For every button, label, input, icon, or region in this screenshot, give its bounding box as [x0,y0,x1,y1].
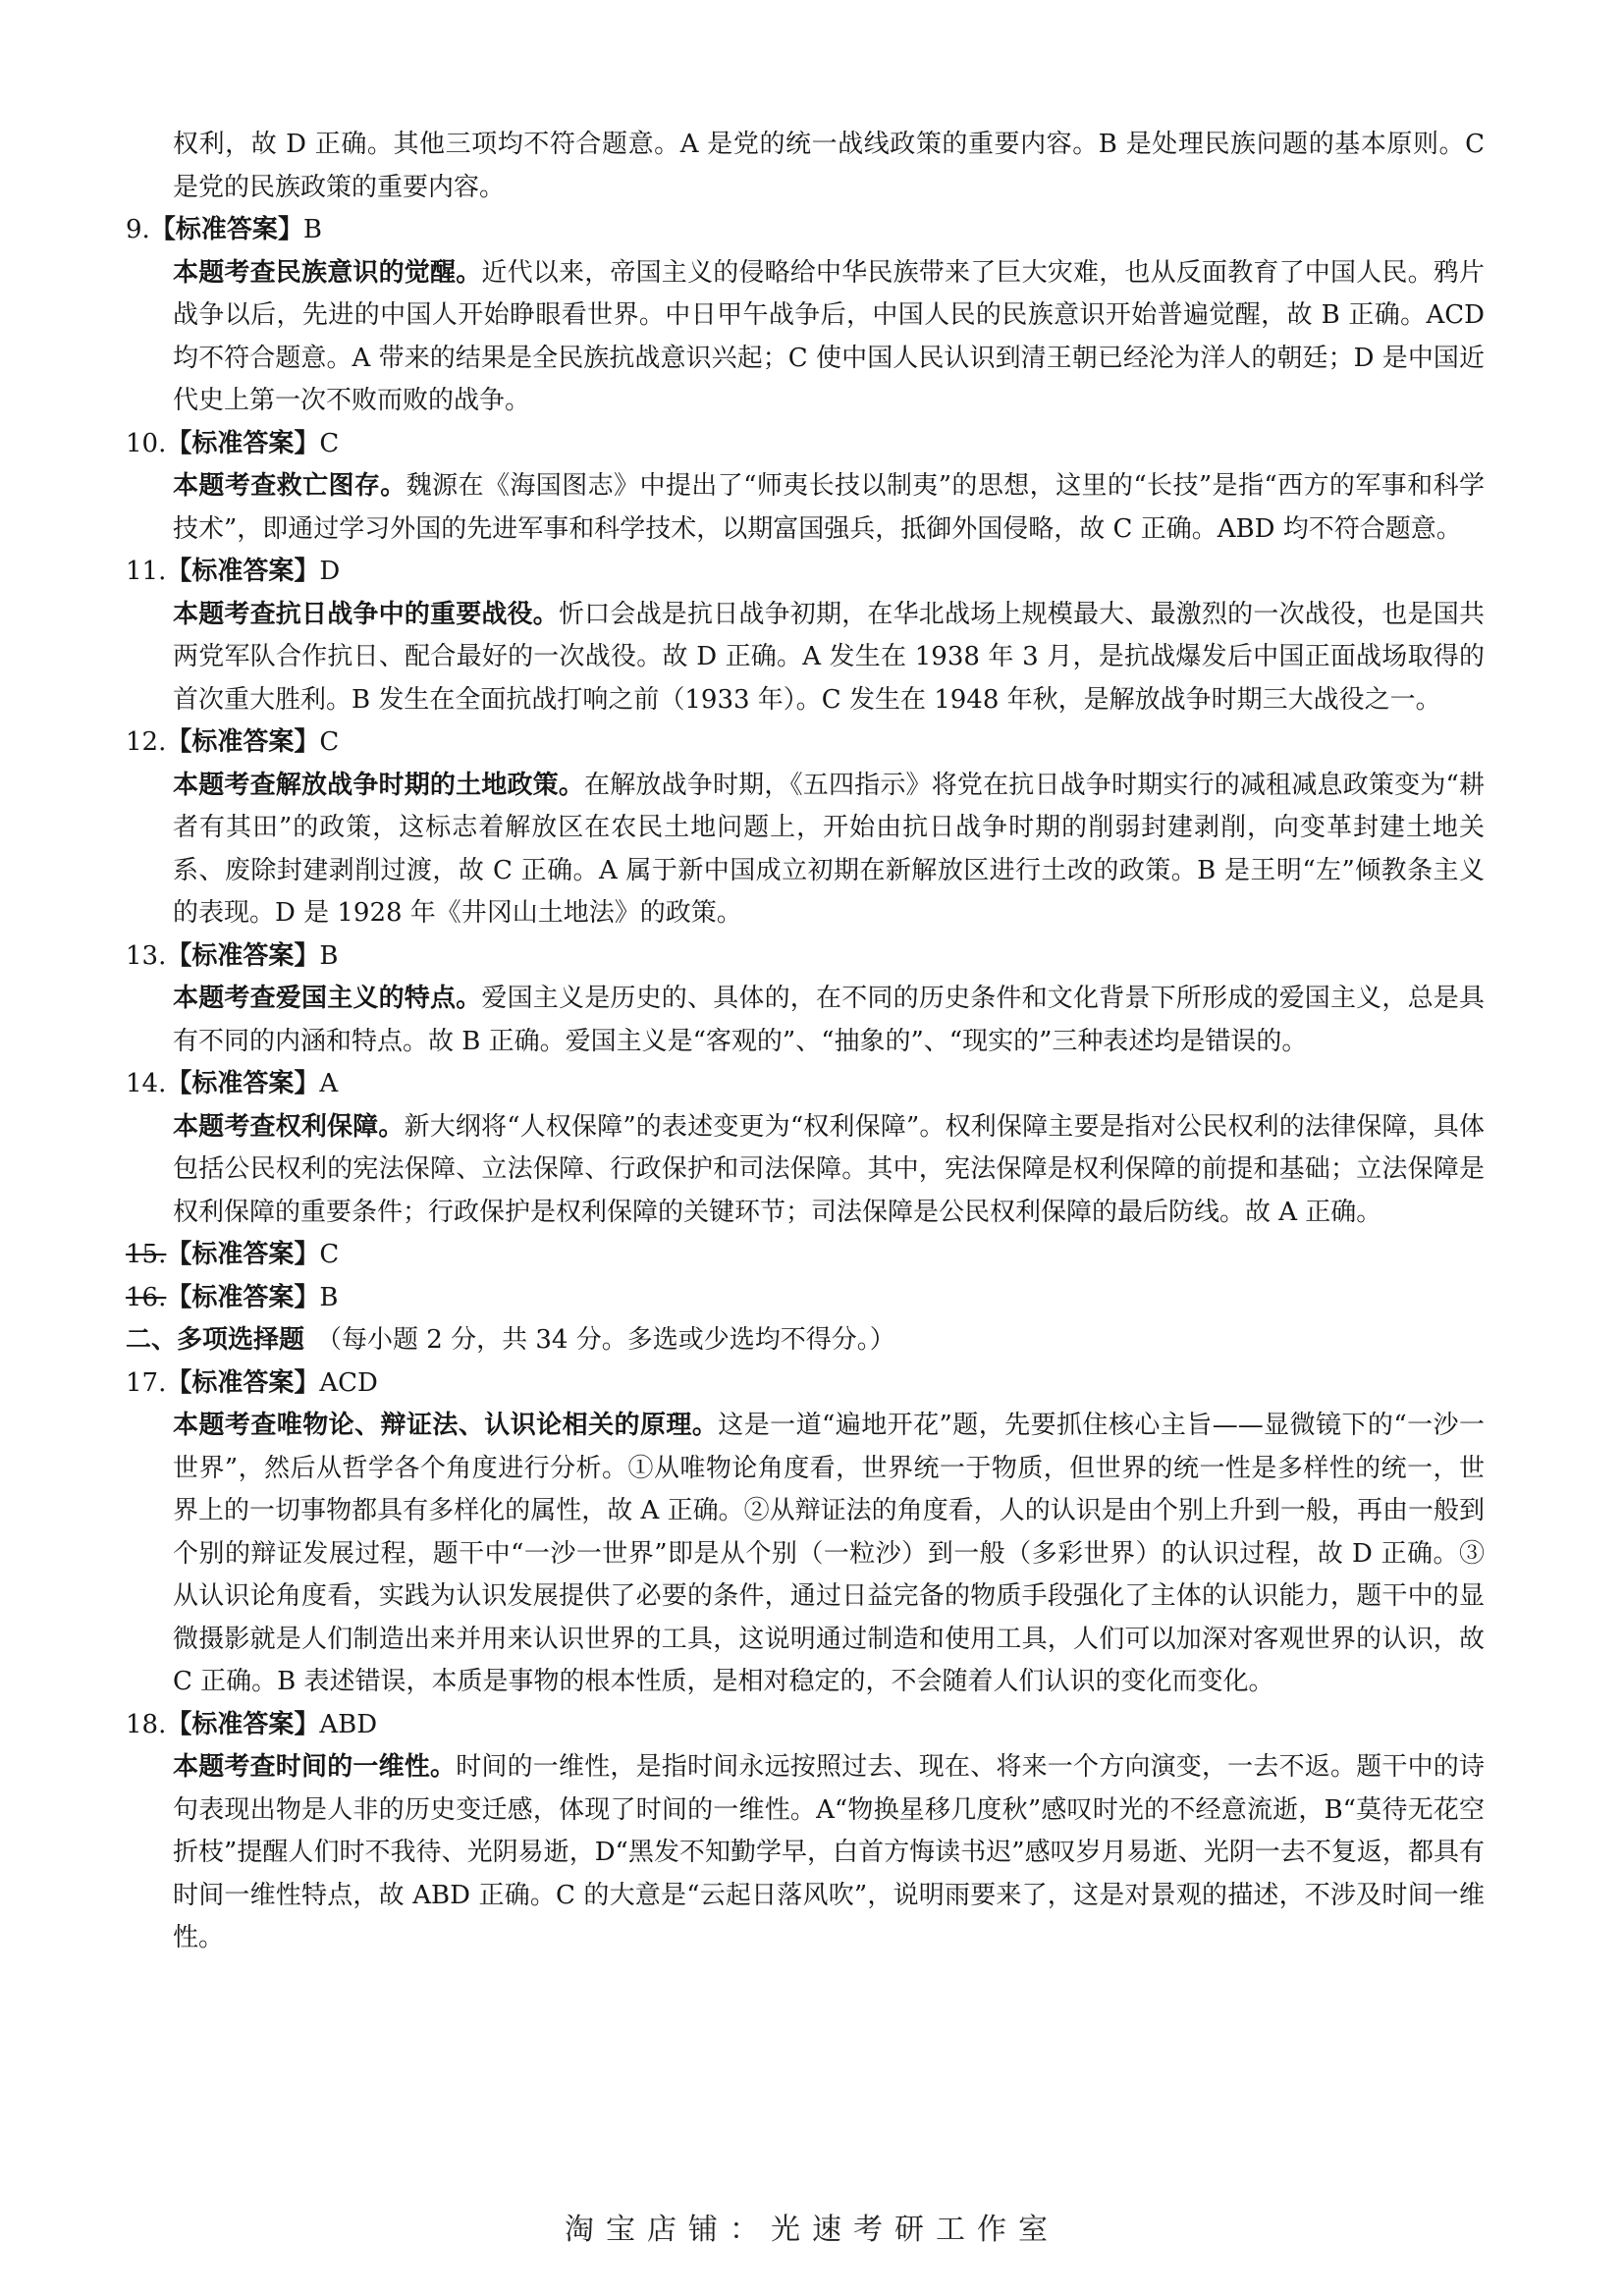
answer-item-11 [126,551,1485,721]
explanation-text: 时间的一维性，是指时间永远按照过去、现在、将来一个方向演变，一去不返。题干中的诗句表现出物是人非的历史变迁感，体现了时间的一维性。A“物换星移几度秋”感叹时光的不经意流逝，B“莫待无花空折枝”提醒人们时不我待、光阴易逝，D“黑发不知勤学早，白首方悔读书迟”感叹岁月易逝、光阴一去不复返，都具有时间一维性特点，故 ABD 正确。C 的大意是“云起日落风吹”，说明雨要来了，这是对景观的描述，不涉及时间一维性。 [173,1752,1485,1952]
explanation [126,1746,1485,1960]
item-number: 18. [126,1709,167,1739]
answer-label: 【标准答案】 [166,428,320,458]
topic-heading: 本题考查时间的一维性。 [173,1752,457,1782]
answer-label: 【标准答案】 [166,1069,320,1098]
explanation-text: 这是一道“遍地开花”题，先要抓住核心主旨——显微镜下的“一沙一世界”，然后从哲学各个角度进行分析。①从唯物论角度看，世界统一于物质，但世界的统一性是多样性的统一，世界上的一切事物都具有多样化的属性，故 A 正确。②从辩证法的角度看，人的认识是由个别上升到一般，再由一般到个别的辩证发展过程，题干中“一沙一世界”即是从个别（一粒沙）到一般（多彩世界）的认识过程，故 D 正确。③从认识论角度看，实践为认识发展提供了必要的条件，通过日益完备的物质手段强化了主体的认识能力，题干中的显微摄影就是人们制造出来并用来认识世界的工具，这说明通过制造和使用工具，人们可以加深对客观世界的认识，故 C 正确。B 表述错误，本质是事物的根本性质，是相对稳定的，不会随着人们认识的变化而变化。 [173,1411,1485,1696]
explanation-text: 忻口会战是抗日战争初期，在华北战场上规模最大、最激烈的一次战役，也是国共两党军队合作抗日、配合最好的一次战役。故 D 正确。A 发生在 1938 年 3 月，是抗战爆发后中国正面战场取得的首次重大胜利。B 发生在全面抗战打响之前（1933 年）。C 发生在 1948 年秋，是解放战争时期三大战役之一。 [173,599,1485,715]
answer-value: A [319,1069,339,1098]
explanation [126,465,1485,551]
answer-item-18 [126,1704,1485,1960]
topic-heading: 本题考查唯物论、辩证法、认识论相关的原理。 [173,1411,719,1440]
explanation [126,1405,1485,1704]
answer-value: B [319,1282,339,1312]
answer-label: 【标准答案】 [166,1367,320,1398]
section-heading [126,1319,1485,1362]
answer-value: B [319,940,339,971]
explanation [126,978,1485,1063]
item-number-struck: 16. [126,1282,167,1312]
answer-item-16 [126,1277,1485,1320]
item-number: 17. [126,1367,167,1398]
explanation [126,252,1485,423]
item-number: 12. [126,727,167,757]
answer-item-14 [126,1063,1485,1234]
answer-value: C [319,727,340,757]
answer-item-17 [126,1362,1485,1704]
item-number: 11. [126,557,167,586]
explanation [126,765,1485,935]
answer-item-9 [126,209,1485,423]
item-number: 13. [126,940,167,971]
explanation-text: 在解放战争时期，《五四指示》将党在抗日战争时期实行的减租减息政策变为“耕者有其田”的政策，这标志着解放区在农民土地问题上，开始由抗日战争时期的削弱封建剥削，向变革封建土地关系、废除封建剥削过渡，故 C 正确。A 属于新中国成立初期在新解放区进行土改的政策。B 是王明“左”倾教条主义的表现。D 是 1928 年《井冈山土地法》的政策。 [173,770,1485,928]
answer-value: ABD [319,1709,378,1739]
answer-content [126,124,1485,1960]
answer-value: D [319,557,341,586]
explanation-text: 爱国主义是历史的、具体的，在不同的历史条件和文化背景下所形成的爱国主义，总是具有不同的内涵和特点。故 B 正确。爱国主义是“客观的”、“抽象的”、“现实的”三种表述均是错误的。 [173,984,1485,1056]
item-number-struck: 15. [126,1240,167,1269]
item-number: 14. [126,1069,167,1098]
topic-heading: 本题考查民族意识的觉醒。 [173,257,482,288]
explanation-text: 新大纲将“人权保障”的表述变更为“权利保障”。权利保障主要是指对公民权利的法律保障，具体包括公民权利的宪法保障、立法保障、行政保护和司法保障。其中，宪法保障是权利保障的前提和基础；立法保障是权利保障的重要条件；行政保护是权利保障的关键环节；司法保障是公民权利保障的最后防线。故 A 正确。 [173,1111,1485,1227]
topic-heading: 本题考查救亡图存。 [173,471,406,501]
answer-label: 【标准答案】 [166,1282,320,1312]
footer-shop-name: 淘宝店铺：光速考研工作室 [565,2213,1059,2247]
topic-heading: 本题考查爱国主义的特点。 [173,984,482,1013]
answer-value: ACD [319,1367,378,1398]
answer-label: 【标准答案】 [166,1240,320,1269]
explanation-text: 魏源在《海国图志》中提出了“师夷长技以制夷”的思想，这里的“长技”是指“西方的军事和科学技术”，即通过学习外国的先进军事和科学技术，以期富国强兵，抵御外国侵略，故 C 正确。ABD 均不符合题意。 [173,471,1485,544]
answer-label: 【标准答案】 [166,940,320,971]
answer-item-13 [126,935,1485,1064]
answer-item-12 [126,721,1485,935]
answer-item-10 [126,423,1485,552]
section-title: 二、多项选择题 [126,1325,305,1355]
answer-label: 【标准答案】 [166,1709,320,1739]
intro-paragraph: 权利，故 D 正确。其他三项均不符合题意。A 是党的统一战线政策的重要内容。B 是处理民族问题的基本原则。C 是党的民族政策的重要内容。 [173,130,1485,202]
topic-heading: 本题考查抗日战争中的重要战役。 [173,599,559,629]
answer-label: 【标准答案】 [166,727,320,757]
answer-label: 【标准答案】 [149,215,303,244]
section-note: （每小题 2 分，共 34 分。多选或少选均不得分。） [316,1325,895,1355]
topic-heading: 本题考查权利保障。 [173,1111,405,1142]
topic-heading: 本题考查解放战争时期的土地政策。 [173,770,585,800]
item-number: 9. [126,215,150,244]
explanation [126,1106,1485,1235]
explanation [126,594,1485,722]
answer-value: B [302,215,322,244]
answer-value: C [319,1240,340,1269]
answer-item-15 [126,1234,1485,1277]
item-number: 10. [126,428,167,458]
explanation-text: 近代以来，帝国主义的侵略给中华民族带来了巨大灾难，也从反面教育了中国人民。鸦片战争以后，先进的中国人开始睁眼看世界。中日甲午战争后，中国人民的民族意识开始普遍觉醒，故 B 正确。ACD 均不符合题意。A 带来的结果是全民族抗战意识兴起；C 使中国人民认识到清王朝已经沦为洋人的朝廷；D 是中国近代史上第一次不败而败的战争。 [173,257,1485,415]
answer-value: C [319,428,340,458]
answer-label: 【标准答案】 [166,557,320,586]
